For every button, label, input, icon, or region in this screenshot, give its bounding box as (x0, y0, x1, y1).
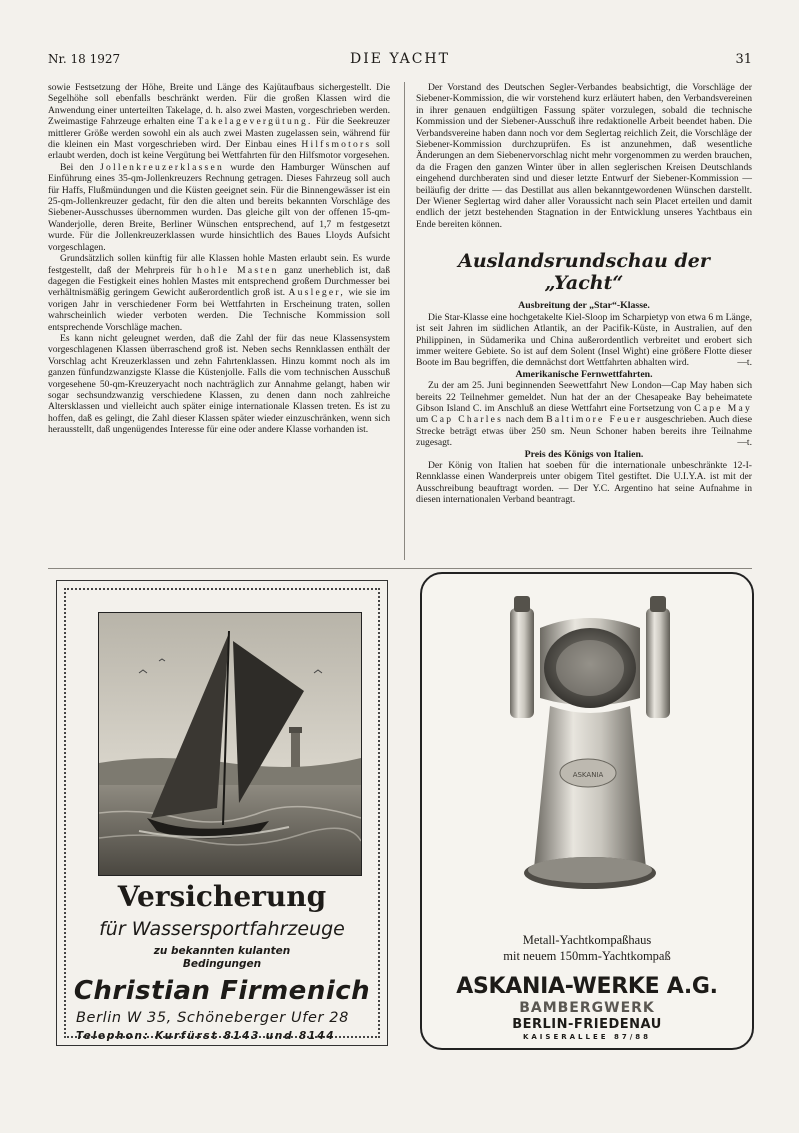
ad-subheadline: für Wassersportfahrzeuge (99, 918, 345, 940)
caption-line: Metall-Yachtkompaßhaus (522, 933, 652, 947)
subheading: Ausbreitung der „Star“-Klasse. (518, 300, 650, 312)
brand-city: BERLIN-FRIEDENAU (512, 1017, 662, 1032)
company-address: Berlin W 35, Schöneberger Ufer 28 (76, 1010, 349, 1026)
caption-line: mit neuem 150mm-Yachtkompaß (503, 949, 671, 963)
subheading: Amerikanische Fernwettfahrten. (515, 368, 653, 380)
author-signature: —t. (737, 357, 752, 369)
compass-binnacle-icon (500, 588, 680, 908)
insurance-advertisement (56, 580, 388, 1046)
section-title: Auslandsrundschau der „Yacht“ (458, 250, 710, 295)
subheading: Preis des Königs von Italien. (524, 448, 644, 460)
ad-headline: Versicherung (117, 880, 327, 913)
company-phone: Telephon: Kurfürst 8143 und 8144 (76, 1030, 336, 1042)
page-number: 31 (735, 52, 752, 67)
askania-advertisement (420, 572, 754, 1050)
ad-terms-line: zu bekannten kulanten (153, 945, 291, 957)
brand-street: KAISERALLEE 87/88 (522, 1033, 652, 1041)
paragraph: Der König von Italien hat soeben für die internationale unbeschränkte 12-I-Rennklasse einen Wanderpreis unter obigem Titel gestiftet. Die U.I.Y.A. ist mit der Ausschreibung beauftragt worden. — Der Y.C. Argentino hat seine Aufnahme in diesen internationalen Verband beantragt. (416, 459, 752, 506)
yacht-picture-icon (99, 613, 361, 875)
brand-division: BAMBERGWERK (519, 1000, 655, 1016)
brand-name: ASKANIA-WERKE A.G. (456, 974, 718, 999)
paragraph: Der Vorstand des Deutschen Segler-Verbandes beabsichtigt, die Vorschläge der Siebener-Kommission, die wir vorstehend kurz erläutert haben, den Verbandsvereinen in ihrer genauen endgültigen Fassung später vorzulegen, sobald die technische Kommission und der Siebener-Ausschuß ihre redaktionelle Arbeit beendet haben. Die Verbandsvereine haben dann noch vor dem Seglertag reichlich Zeit, die Vorschläge der Siebener-Kommission durchzuprüfen. Es ist anzunehmen, daß wesentliche Änderungen an dem Siebenervorschlag nicht mehr vorgenommen zu werden brauchen, da die Fragen den ganzen Winter über in allen seglerischen Kreisen Deutschlands eingehend durchberaten sind und dieser letzte Entwurf der Siebener-Kommission — beiläufig der dritte — das Destillat aus allen bekanntgewordenen Wünschen darstellt. Der Wiener Seglertag wird daher aller Voraussicht nach sein Placet erteilen und damit endlich der jetzt bestehenden Stagnation in der Entwicklung unseres Yachtbaus ein Ende bereiten können. (416, 82, 752, 230)
company-name: Christian Firmenich (73, 976, 371, 1006)
binnacle-emblem: ASKANIA (572, 771, 604, 779)
author-signature: —t. (737, 437, 752, 449)
left-column (48, 82, 390, 436)
product-caption (422, 932, 752, 964)
paragraph: Die Star-Klasse eine hochgetakelte Kiel-Sloop im Scharpietyp von etwa 6 m Länge, ist seit Jahren im südlichen Atlantik, an der Pacifik-Küste, in Australien, auf den Philippinen, in Südamerika und China außerordentlich verbreitet und erobert sich immer weitere Gebiete. So ist auf dem Solent (Insel Wight) eine größere Flotte dieser Boote im Bau begriffen, die demnächst dort Wettfahrten abhalten wird. —t. (416, 311, 752, 369)
dotted-border (64, 588, 380, 1042)
right-column (416, 82, 752, 506)
ad-terms-line: Bedingungen (182, 958, 262, 970)
paragraph: Grundsätzlich sollen künftig für alle Klassen hohle Masten erlaubt sein. Es wurde festgestellt, daß der Mehrpreis für hohle Masten ganz unerheblich ist, daß dagegen die Festigkeit eines hohlen Mastes mit entsprechend großem Durchmesser bei verhältnismäßig geringem Gewicht außerordentlich groß ist. Ausleger, wie sie im vorigen Jahr in verschiedener Form bei Wettfahrten in Erscheinung traten, sollen wahrscheinlich wieder verboten werden. Die Technische Kommission soll entsprechende Vorschläge machen. (48, 253, 390, 333)
sailing-yacht-illustration (98, 612, 362, 876)
issue-number: Nr. 18 1927 (48, 52, 121, 66)
paragraph: Es kann nicht geleugnet werden, daß die Zahl der für das neue Klassensystem vorgeschlagenen Klassen überraschend groß ist. Neben sechs Rennklassen enthält der Vorschlag acht Kreuzerklassen und zehn Fahrtenklassen. Hinzu kommt noch als im ganzen fünfundzwanzigste Klasse die Küstenjolle. Falls die vom technischen Ausschuß vorgesehene 50-qm-Kreuzeryacht noch nachträglich zur Annahme gelangt, haben wir sogar sechsundzwanzig verschiedene Klassen, zu denen dann noch zahlreiche Altersklassen und vielleicht auch später einige internationale Klassen treten. Es ist zu hoffen, daß es gelingt, die Zahl dieser Klassen später wieder einzuschränken, wenn sich herausstellt, daß ungenügendes Interesse für eine oder andere Klasse vorhanden ist. (48, 332, 390, 436)
section-divider (48, 568, 752, 569)
ad-terms (66, 945, 378, 971)
paragraph: sowie Festsetzung der Höhe, Breite und Länge des Kajütaufbaus sichergestellt. Die Segelhöhe soll ebenfalls beschränkt werden. Für die großen Klassen wird die Anwendung einer unterteilten Takelage, d. h. also zwei Masten, vorgeschrieben werden. Zweimastige Fahrzeuge erhalten eine Takelagevergütung. Für die Seekreuzer mittlerer Größe werden sowohl ein als auch zwei Masten zugelassen sein, während für die kleinen ein Mast vorgeschrieben wird. Der Einbau eines Hilfsmotors soll erlaubt werden, doch ist keine Vergütung bei Wettfahrten für den Hilfsmotor vorgesehen. (48, 82, 390, 162)
paragraph: Bei den Jollenkreuzerklassen wurde den Hamburger Wünschen auf Einführung eines 35-qm-Jollenkreuzers Rechnung getragen. Dieses Fahrzeug soll auch für Haffs, Flußmündungen und die Küsten geeignet sein. Für die Binnengewässer ist ein 25-qm-Jollenkreuzer gedacht, für den die alten und bereits bekannten Vorschläge des Siebener-Ausschusses übernommen wurden. Das gleiche gilt von der offenen 15-qm-Wanderjolle, deren Breite, Berliner Wünschen entsprechend, auf 1,7 m festgesetzt wurde. Für die Jollenkreuzerklassen wurde hinsichtlich des Baues Lloyds Aufsicht vorgeschlagen. (48, 161, 390, 253)
magazine-title: DIE YACHT (350, 51, 450, 67)
paragraph: Zu der am 25. Juni beginnenden Seewettfahrt New London—Cap May haben sich bereits 22 Teilnehmer gemeldet. Nun hat der an der Chesapeake Bay beheimatete Gibson Island C. im Anschluß an diese Wettfahrt eine Fortsetzung von Cape May um Cap Charles nach dem Baltimore Feuer ausgeschrieben. Auch diese Strecke beträgt etwas über 250 sm. Neun Schoner haben bereits ihre Teilnahme zugesagt. —t. (416, 380, 752, 449)
column-divider (404, 82, 405, 560)
page-header (48, 52, 752, 70)
